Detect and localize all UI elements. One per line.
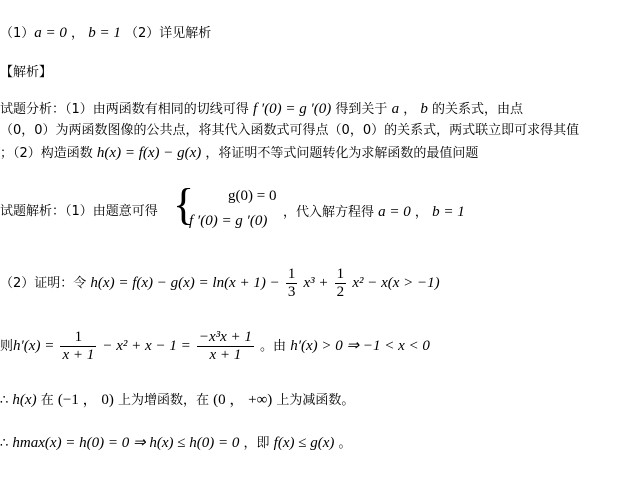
solution-comma: ，: [414, 205, 428, 220]
proof-text: （2）证明：令: [0, 276, 87, 291]
proof-text: 则: [0, 339, 14, 354]
answer-b-value: b = 1: [88, 25, 121, 41]
fraction-numerator: −x³x + 1: [198, 329, 252, 345]
answer-part1-label: （1）: [0, 26, 35, 41]
proof-text: 在: [40, 393, 54, 408]
analysis-text: ，将证明不等式问题转化为求解函数的最值问题: [205, 146, 479, 161]
interval-increasing: (−1 ， 0): [57, 392, 114, 408]
proof-text: 。由: [260, 339, 287, 354]
fraction-1-over-x-plus-1: [60, 329, 96, 364]
answer-line: [0, 26, 211, 41]
analysis-text: 的关系式，由点: [432, 102, 524, 117]
final-inequality: f(x) ≤ g(x): [273, 435, 335, 451]
max-value-conclusion: hmax(x) = h(0) = 0 ⇒ h(x) ≤ h(0) = 0: [12, 435, 240, 451]
var-b: b: [420, 101, 428, 117]
analysis-text: 得到关于: [335, 102, 388, 117]
solution-a-value: a = 0: [378, 204, 411, 220]
system-eq-1: g(0) = 0: [228, 188, 277, 204]
h-function: h(x): [12, 392, 37, 408]
h-definition-cont: x³ +: [303, 275, 329, 291]
fraction-derivative-result: [197, 329, 254, 364]
fraction-numerator: 1: [287, 266, 296, 282]
var-a: a: [391, 101, 400, 117]
proof-text: ，即: [243, 436, 270, 451]
fraction-denominator: x + 1: [209, 347, 242, 363]
analysis-text: （1）由两函数有相同的切线可得: [65, 102, 249, 117]
h-derivative-cont: − x² + x − 1 =: [102, 338, 191, 354]
proof-text: 上为减函数。: [276, 393, 355, 408]
solution-b-value: b = 1: [432, 204, 465, 220]
fraction-numerator: 1: [60, 329, 96, 347]
derivative-condition: h′(x) > 0 ⇒ −1 < x < 0: [290, 338, 430, 354]
analysis-comma: ，: [403, 102, 417, 117]
answer-part2-text: 详见解析: [159, 26, 212, 41]
proof-line-4: [0, 436, 352, 451]
analysis-label: 试题分析：: [0, 102, 66, 117]
answer-separator: ，: [71, 26, 85, 41]
solution-line-1-tail: [283, 205, 465, 220]
construct-function: h(x) = f(x) − g(x): [96, 145, 202, 161]
solution-label: 试题解析：: [0, 204, 66, 219]
system-eq-2: f ′(0) = g ′(0): [189, 213, 268, 229]
solution-text: （1）由题意可得: [65, 204, 158, 219]
fraction-denominator: 3: [287, 284, 296, 300]
fraction-numerator: 1: [336, 266, 345, 282]
analysis-line-2: （0，0）为两函数图像的公共点，将其代入函数式可得点（0，0）的关系式，两式联立即可求得其值: [0, 123, 580, 138]
h-definition-end: x² − x(x > −1): [352, 275, 440, 291]
h-derivative: h′(x) =: [13, 338, 55, 354]
analysis-text: ；（2）构造函数: [0, 146, 93, 161]
h-definition: h(x) = f(x) − g(x) = ln(x + 1) −: [90, 275, 280, 291]
fraction-denominator: 2: [336, 284, 345, 300]
answer-a-value: a = 0: [34, 25, 67, 41]
interval-decreasing: (0 ， +∞): [213, 392, 273, 408]
therefore-symbol: ∴: [0, 393, 9, 408]
section-title: 【解析】: [0, 65, 53, 80]
proof-text: 。: [338, 436, 352, 451]
proof-line-3: [0, 393, 354, 408]
proof-line-2: [0, 329, 430, 364]
tangent-condition: f ′(0) = g ′(0): [252, 101, 332, 117]
analysis-line-1: [0, 102, 523, 117]
solution-line-1: [0, 205, 158, 218]
proof-line-1: [0, 266, 440, 301]
fraction-one-third: [286, 266, 298, 301]
proof-text: 上为增函数，在: [117, 393, 209, 408]
fraction-denominator: x + 1: [62, 347, 95, 363]
answer-part2-label: （2）: [124, 26, 160, 41]
therefore-symbol: ∴: [0, 436, 9, 451]
fraction-one-half: [335, 266, 347, 301]
system-brace: {: [173, 180, 195, 229]
analysis-line-3: [0, 146, 478, 161]
solution-text: ，代入解方程得: [283, 205, 375, 220]
